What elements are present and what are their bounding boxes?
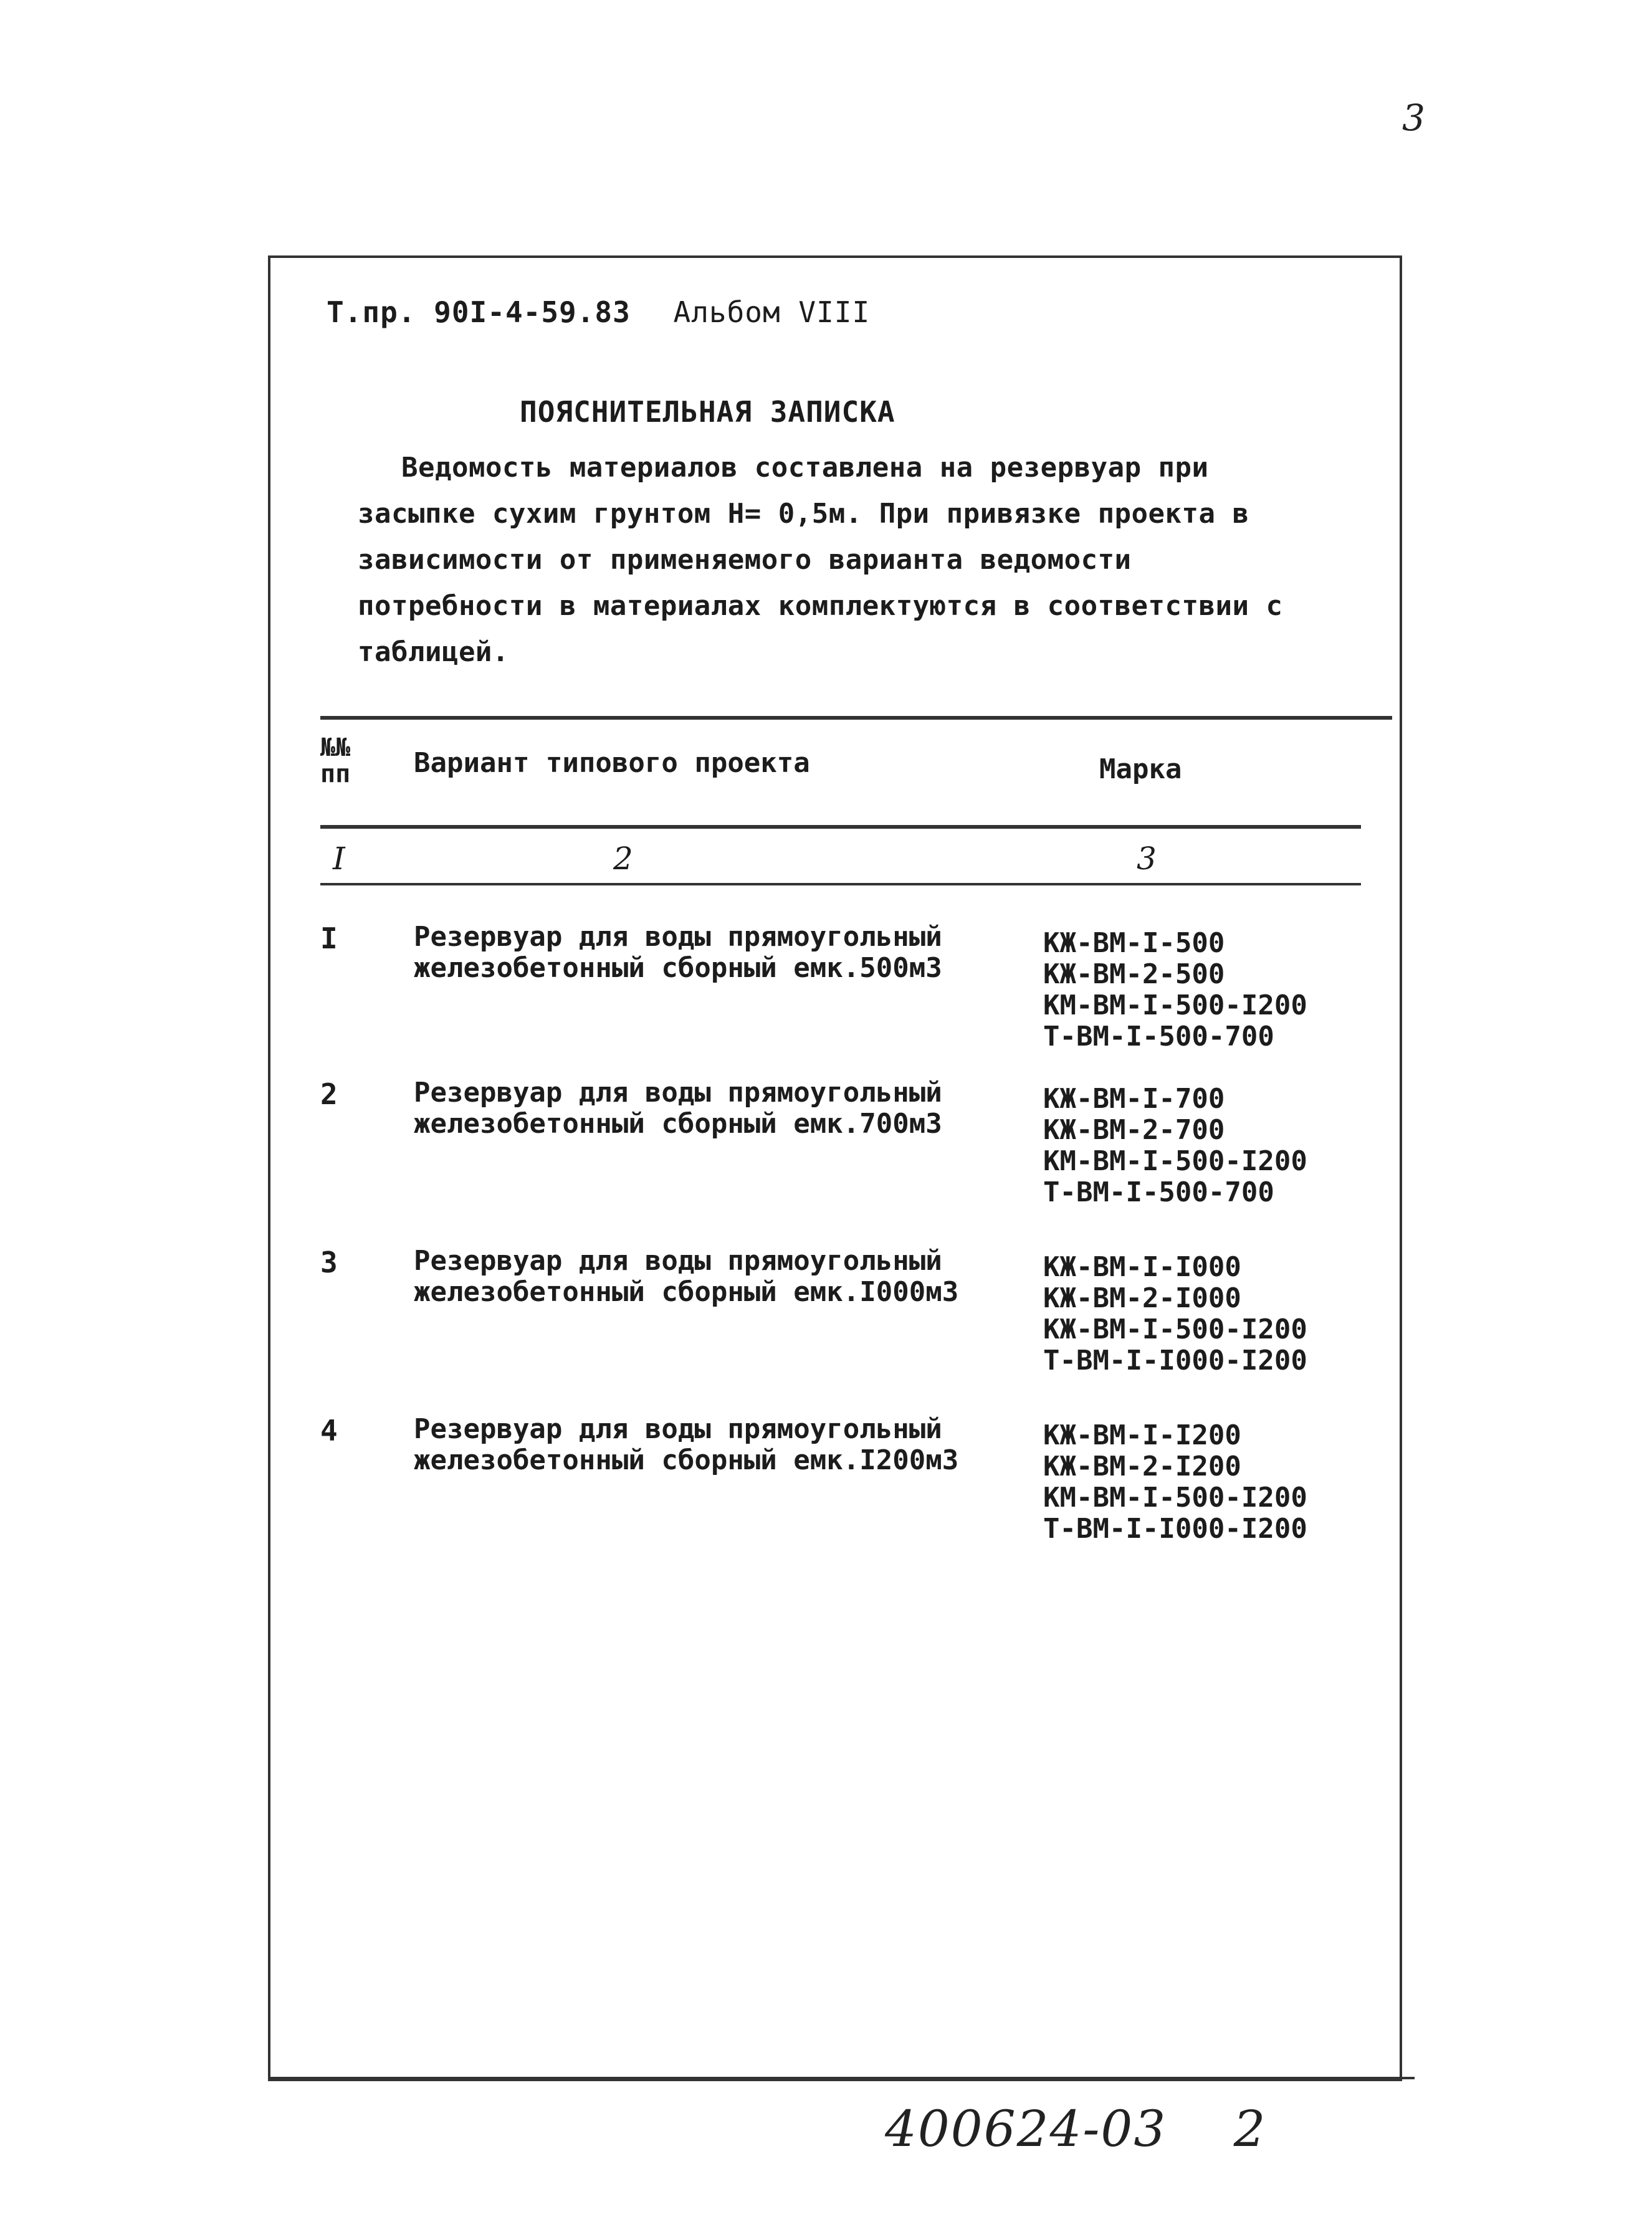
row-number: 4 xyxy=(320,1414,338,1447)
explanatory-text: Ведомость материалов составлена на резервуар при засыпке сухим грунтом Н= 0,5м. При привязке проекта в зависимости от применяемого варианта ведомости потребности в материалах комплектуются в соответствии с таблицей. xyxy=(358,452,1283,668)
row-marks xyxy=(1043,928,1307,1052)
row-variant: Резервуар для воды прямоугольный железобетонный сборный емк.500м3 xyxy=(414,921,942,984)
mark: КЖ-ВМ-2-I200 xyxy=(1043,1451,1241,1482)
document-code: Т.пр. 90I-4-59.83 xyxy=(327,295,631,329)
row-number: 2 xyxy=(320,1077,338,1111)
page-number: 3 xyxy=(1402,97,1425,139)
row-variant: Резервуар для воды прямоугольный железобетонный сборный емк.I200м3 xyxy=(414,1413,959,1476)
mark: КМ-ВМ-I-500-I200 xyxy=(1043,1482,1307,1514)
stamp-sheet-number: 2 xyxy=(1233,2100,1267,2158)
mark: Т-ВМ-I-500-700 xyxy=(1043,1176,1274,1208)
header-bottom-rule xyxy=(320,825,1361,829)
mark: Т-ВМ-I-I000-I200 xyxy=(1043,1345,1307,1376)
row-marks xyxy=(1043,1420,1307,1545)
mark: КЖ-ВМ-2-I000 xyxy=(1043,1282,1241,1314)
mark: КЖ-ВМ-I-I000 xyxy=(1043,1251,1241,1283)
album-label: Альбом VIII xyxy=(673,295,871,329)
handwritten-stamp xyxy=(885,2100,1267,2158)
mark: КМ-ВМ-I-500-I200 xyxy=(1043,989,1307,1021)
column-number-1: I xyxy=(333,841,345,877)
mark: КЖ-ВМ-I-500 xyxy=(1043,927,1225,959)
mark: КЖ-ВМ-2-500 xyxy=(1043,958,1225,990)
table-top-rule xyxy=(320,716,1392,720)
row-marks xyxy=(1043,1084,1307,1208)
header-variant: Вариант типового проекта xyxy=(414,747,810,779)
mark: КЖ-ВМ-I-700 xyxy=(1043,1083,1225,1115)
bottom-rule xyxy=(268,2077,1415,2079)
column-number-2: 2 xyxy=(613,841,633,877)
row-variant: Резервуар для воды прямоугольный железобетонный сборный емк.700м3 xyxy=(414,1077,942,1140)
mark: Т-ВМ-I-I000-I200 xyxy=(1043,1513,1307,1545)
document-frame xyxy=(268,255,1402,2081)
mark: КМ-ВМ-I-500-I200 xyxy=(1043,1145,1307,1177)
mark: КЖ-ВМ-2-700 xyxy=(1043,1114,1225,1146)
header-num: №№ пп xyxy=(320,733,351,788)
row-number: I xyxy=(320,922,338,955)
row-number: 3 xyxy=(320,1246,338,1279)
document-title: ПОЯСНИТЕЛЬНАЯ ЗАПИСКА xyxy=(520,395,895,429)
document-code-line xyxy=(327,295,870,329)
column-numbers-rule xyxy=(320,883,1361,885)
mark: КЖ-ВМ-I-I200 xyxy=(1043,1419,1241,1451)
row-marks xyxy=(1043,1252,1307,1376)
row-variant: Резервуар для воды прямоугольный железобетонный сборный емк.I000м3 xyxy=(414,1245,959,1308)
stamp-code: 400624-03 xyxy=(885,2100,1167,2158)
mark: КЖ-ВМ-I-500-I200 xyxy=(1043,1314,1307,1345)
header-mark: Марка xyxy=(1099,753,1182,785)
mark: Т-ВМ-I-500-700 xyxy=(1043,1021,1274,1052)
column-number-3: 3 xyxy=(1137,841,1157,877)
